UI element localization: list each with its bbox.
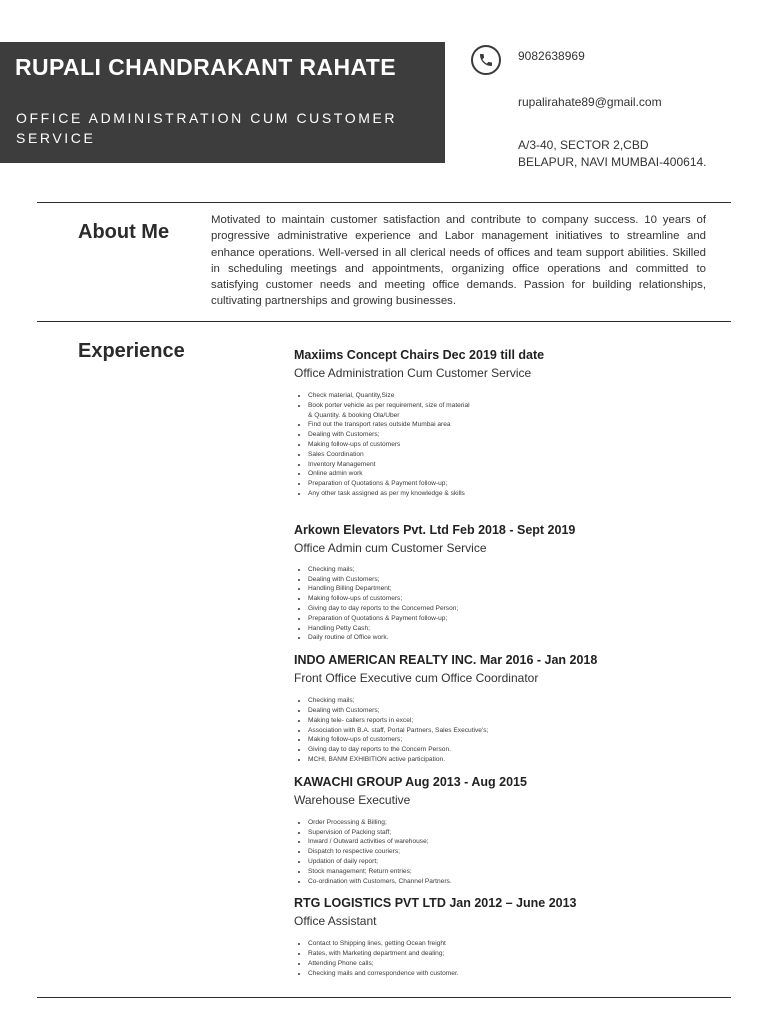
duty-item: • Rates, with Marketing department and dealing;: [308, 949, 714, 959]
duty-item: • Attending Phone calls;: [308, 959, 714, 969]
divider-bottom: [37, 997, 731, 998]
duty-item: • Online admin work: [308, 469, 714, 479]
job-entry: [294, 652, 714, 765]
divider-top: [37, 202, 731, 203]
duty-item: • Dealing with Customers;: [308, 575, 714, 585]
duty-item: • Order Processing & Billing;: [308, 818, 714, 828]
divider-middle: [37, 321, 731, 322]
job-entry: [294, 522, 714, 643]
duty-item: • Sales Coordination: [308, 450, 714, 460]
duty-item: • Inventory Management: [308, 460, 714, 470]
duty-item: • Giving day to day reports to the Concern Person.: [308, 745, 714, 755]
duty-item: • Contact to Shipping lines, getting Ocean freight: [308, 939, 714, 949]
duty-item: • MCHI, BANM EXHIBITION active participation.: [308, 755, 714, 765]
duty-list: [294, 391, 714, 499]
job-entry: [294, 895, 714, 978]
duty-list: [294, 565, 714, 643]
job-role: Warehouse Executive: [294, 792, 411, 807]
duty-item: • Co-ordination with Customers, Channel Partners.: [308, 877, 714, 887]
job-role: Office Administration Cum Customer Service: [294, 366, 532, 380]
duty-item: • Checking mails;: [308, 565, 714, 575]
duty-item: • Handling Billing Department;: [308, 584, 714, 594]
duty-item: • Stock management; Return entries;: [308, 867, 714, 877]
header-banner: [0, 42, 445, 163]
duty-item: • Giving day to day reports to the Concerned Person;: [308, 604, 714, 614]
duty-item: • Making follow-ups of customers: [308, 440, 714, 450]
job-entry: [294, 774, 714, 887]
duty-item: • Making follow-ups of customers;: [308, 594, 714, 604]
candidate-name: RUPALI CHANDRAKANT RAHATE: [15, 54, 396, 80]
duty-item: • Daily routine of Office work.: [308, 633, 714, 643]
postal-address: A/3-40, SECTOR 2,CBD BELAPUR, NAVI MUMBAI-400614.: [518, 138, 707, 169]
job-company: Maxiims Concept Chairs Dec 2019 till date: [294, 348, 545, 362]
duty-item: • Inward / Outward activities of warehouse;: [308, 837, 714, 847]
job-company: INDO AMERICAN REALTY INC. Mar 2016 - Jan 2018: [294, 653, 598, 668]
about-heading: About Me: [78, 221, 170, 243]
duty-list: [294, 818, 714, 887]
job-company: Arkown Elevators Pvt. Ltd Feb 2018 - Sept 2019: [294, 522, 576, 537]
phone-number: 9082638969: [518, 49, 585, 63]
job-title: OFFICE ADMINISTRATION CUM CUSTOMER SERVICE: [16, 110, 398, 146]
about-paragraph: Motivated to maintain customer satisfaction and contribute to company success. 10 years of progressive administrative experience and Labor management initiatives to streamline and enhance operations. Well-versed in all clerical needs of offices and team support abilities. Skilled in scheduling meetings and appointments, organizing office operations and committed to satisfying customer needs and meeting office demands. Passion for building relationships, cultivating partnerships and growing businesses.: [211, 214, 706, 308]
duty-item: • Preparation of Quotations & Payment follow-up;: [308, 614, 714, 624]
duty-item: • Dispatch to respective couriers;: [308, 847, 714, 857]
job-entry: [294, 347, 714, 499]
job-role: Front Office Executive cum Office Coordinator: [294, 671, 539, 686]
duty-item: • Find out the transport rates outside Mumbai area: [308, 420, 714, 430]
duty-item: • Check material, Quantity,Size: [308, 391, 714, 401]
duty-item: • Updation of daily report;: [308, 857, 714, 867]
duty-item: • Handling Petty Cash;: [308, 624, 714, 634]
duty-item: • Preparation of Quotations & Payment follow-up;: [308, 479, 714, 489]
experience-list: [294, 347, 714, 978]
job-company: KAWACHI GROUP Aug 2013 - Aug 2015: [294, 774, 527, 789]
duty-item: • Association with B.A. staff, Portal Partners, Sales Executive's;: [308, 726, 714, 736]
email-address: rupalirahate89@gmail.com: [518, 95, 662, 109]
duty-list: [294, 696, 714, 765]
duty-item: • Checking mails and correspondence with customer.: [308, 969, 714, 979]
duty-item: • Book porter vehicle as per requirement, size of material & Quantity. & booking Ola/Uber: [308, 401, 714, 421]
duty-item: • Making follow-ups of customers;: [308, 735, 714, 745]
duty-item: • Dealing with Customers;: [308, 706, 714, 716]
duty-item: • Dealing with Customers;: [308, 430, 714, 440]
duty-item: • Checking mails;: [308, 696, 714, 706]
experience-heading: Experience: [78, 340, 185, 362]
duty-list: [294, 939, 714, 978]
job-role: Office Admin cum Customer Service: [294, 540, 487, 555]
duty-item: • Supervision of Packing staff;: [308, 828, 714, 838]
duty-item: • Making tele- callers reports in excel;: [308, 716, 714, 726]
job-company: RTG LOGISTICS PVT LTD Jan 2012 – June 2013: [294, 896, 577, 911]
job-role: Office Assistant: [294, 914, 377, 929]
duty-item: • Any other task assigned as per my knowledge & skills: [308, 489, 714, 499]
phone-icon: [471, 45, 501, 75]
